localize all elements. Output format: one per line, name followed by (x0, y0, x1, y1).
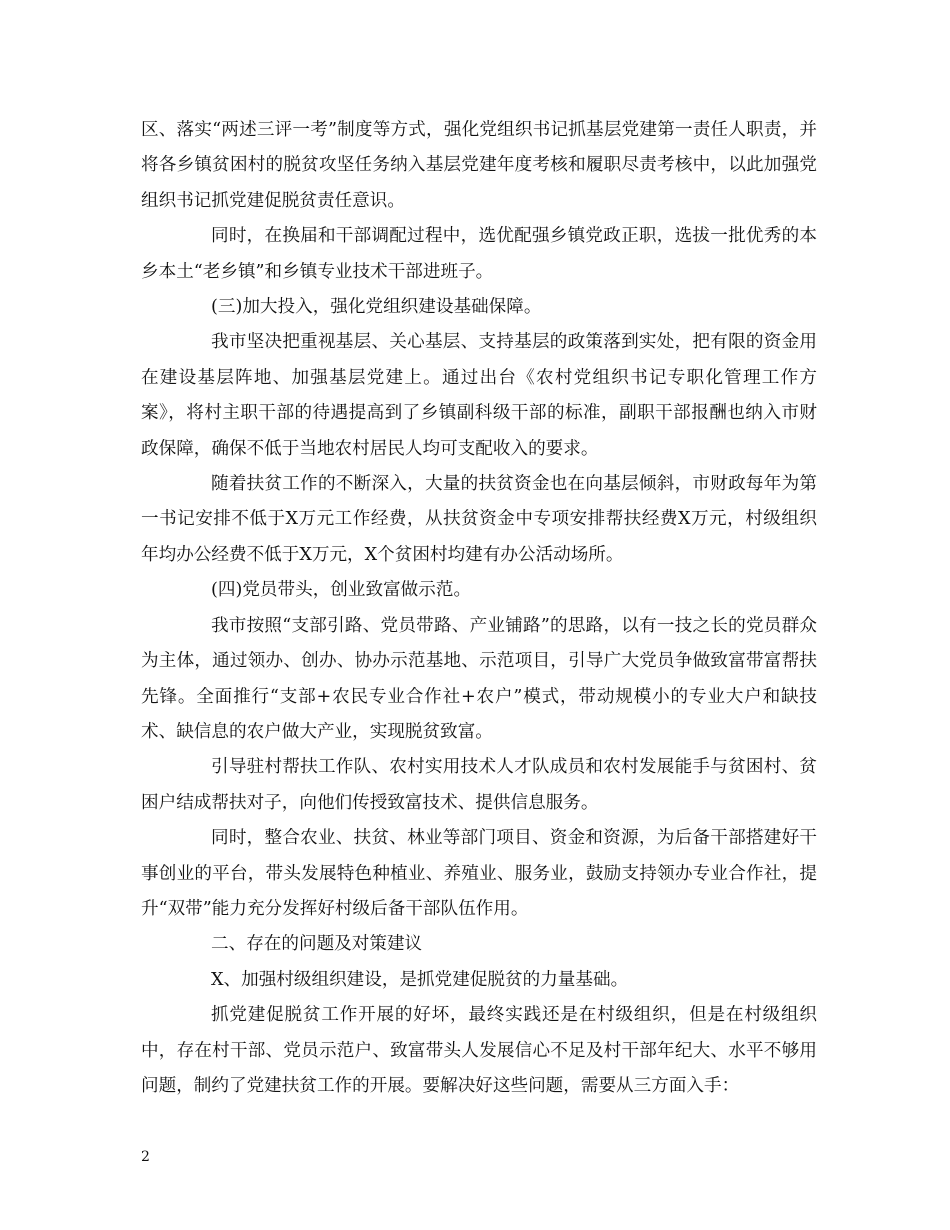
section-heading-3: (三)加大投入，强化党组织建设基础保障。 (211, 297, 542, 318)
paragraph-9: 同时，整合农业、扶贫、林业等部门项目、资金和资源，为后备干部搭建好干事创业的平台，带头发展特色种植业、养殖业、服务业，鼓励支持领办专业合作社，提升“双带”能力充分发挥好村级后备干部队伍作用。 (141, 828, 817, 919)
paragraph-5: 随着扶贫工作的不断深入，大量的扶贫资金也在向基层倾斜，市财政每年为第一书记安排不低于X万元工作经费，从扶贫资金中专项安排帮扶经费X万元，村级组织年均办公经费不低于X万元，X个贫困村均建有办公活动场所。 (141, 474, 817, 565)
paragraph-12: 抓党建促脱贫工作开展的好坏，最终实践还是在村级组织，但是在村级组织中，存在村干部、党员示范户、致富带头人发展信心不足及村干部年纪大、水平不够用问题，制约了党建扶贫工作的开展。要解决好这些问题，需要从三方面入手： (141, 1005, 817, 1096)
paragraph-8: 引导驻村帮扶工作队、农村实用技术人才队成员和农村发展能手与贫困村、贫困户结成帮扶对子，向他们传授致富技术、提供信息服务。 (141, 757, 817, 813)
paragraph-2: 同时，在换届和干部调配过程中，选优配强乡镇党政正职，选拔一批优秀的本乡本土“老乡镇”和乡镇专业技术干部进班子。 (141, 226, 817, 282)
section-heading-4: (四)党员带头，创业致富做示范。 (211, 580, 472, 601)
section-heading-2: 二、存在的问题及对策建议 (211, 934, 423, 955)
paragraph-11: X、加强村级组织建设，是抓党建促脱贫的力量基础。 (211, 969, 629, 990)
page-number: 2 (141, 1149, 150, 1165)
paragraph-7: 我市按照“支部引路、党员带路、产业铺路”的思路，以有一技之长的党员群众为主体，通过领办、创办、协办示范基地、示范项目，引导广大党员争做致富带富帮扶先锋。全面推行“支部+农民专业合作社+农户”模式，带动规模小的专业大户和缺技术、缺信息的农户做大产业，实现脱贫致富。 (141, 615, 817, 742)
body-text (141, 113, 817, 1104)
paragraph-1: 区、落实“两述三评一考”制度等方式，强化党组织书记抓基层党建第一责任人职责，并将各乡镇贫困村的脱贫攻坚任务纳入基层党建年度考核和履职尽责考核中，以此加强党组织书记抓党建促脱贫责任意识。 (141, 120, 817, 211)
paragraph-4: 我市坚决把重视基层、关心基层、支持基层的政策落到实处，把有限的资金用在建设基层阵地、加强基层党建上。通过出台《农村党组织书记专职化管理工作方案》，将村主职干部的待遇提高到了乡镇副科级干部的标准，副职干部报酬也纳入市财政保障，确保不低于当地农村居民人均可支配收入的要求。 (141, 332, 817, 459)
